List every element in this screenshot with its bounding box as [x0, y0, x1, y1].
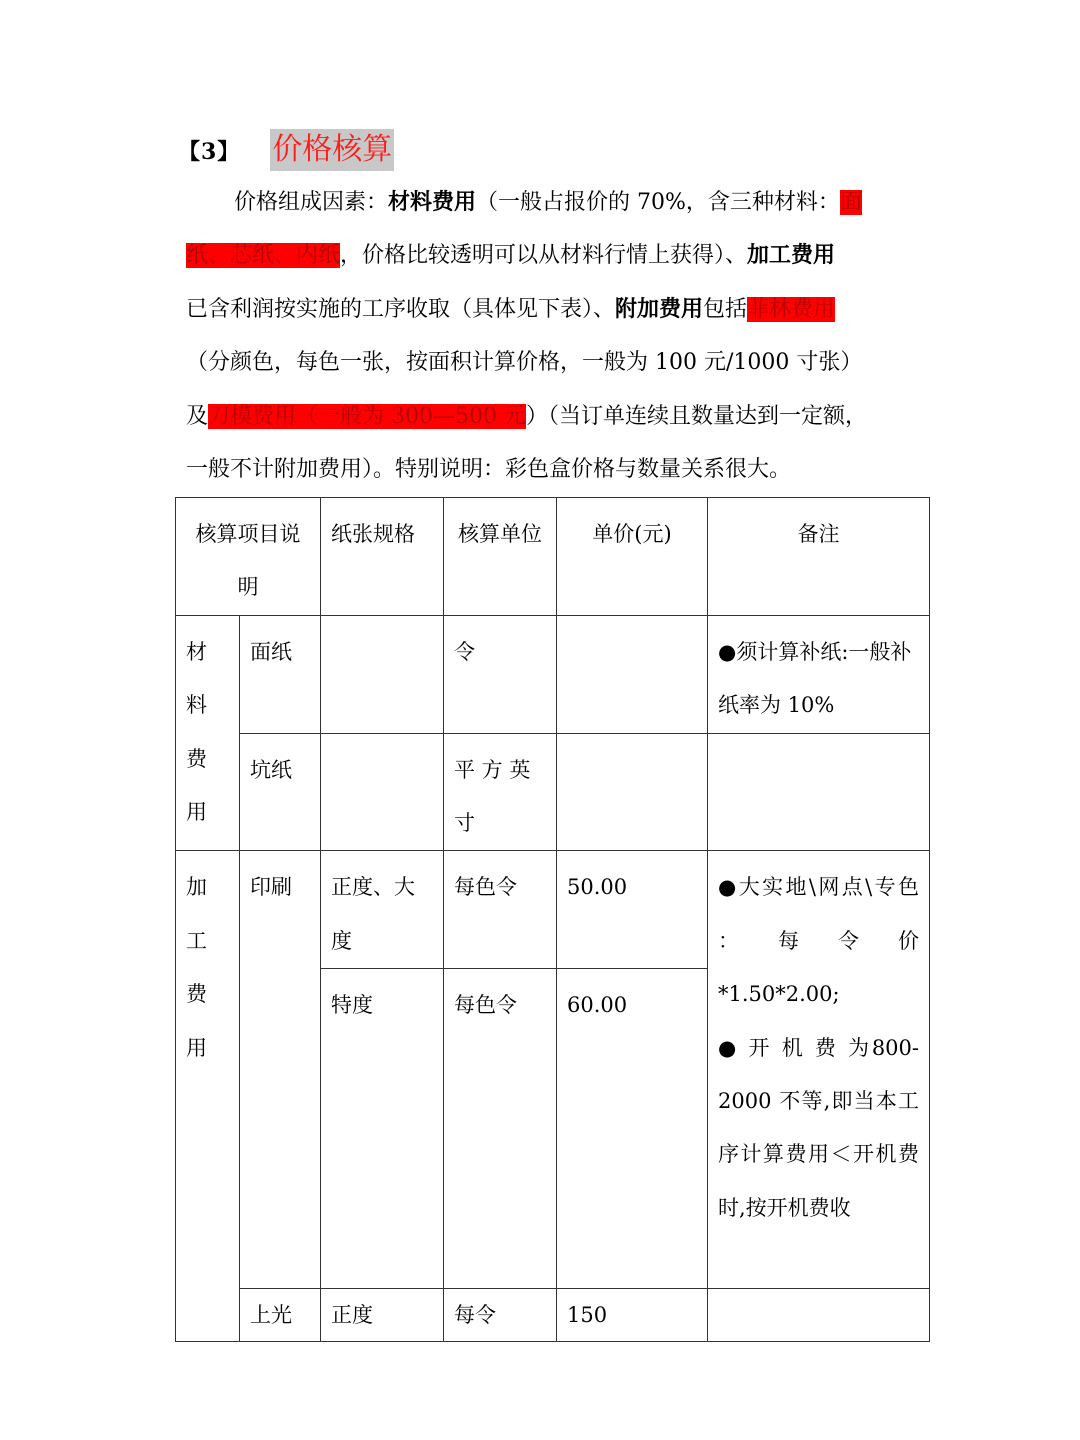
table-row: [176, 733, 930, 851]
cell-price: [557, 615, 708, 733]
bold-text: 附加费用: [615, 295, 704, 322]
group-material: [176, 615, 240, 851]
text: 及: [186, 403, 209, 429]
text: 价格组成因素：: [234, 190, 389, 215]
text: ）（当订单连续且数量达到一定额，: [526, 403, 868, 429]
note-text: ●大实地\网点\专色 ： 每 令 价*1.50*2.00;: [718, 875, 919, 1007]
cell-price: 60.00: [557, 969, 708, 1289]
bold-text: 加工费用: [747, 242, 836, 269]
header-note: 备注: [708, 498, 930, 616]
group-label: 加工费用: [186, 875, 207, 1060]
text: 包括: [703, 296, 748, 322]
cell-spec: 正度、大度: [321, 851, 444, 969]
table-header-row: [176, 498, 930, 616]
header-price: 单价(元): [557, 498, 708, 616]
paragraph-line-3: [186, 283, 898, 336]
cell-price: [557, 733, 708, 851]
cell-price: 150: [557, 1289, 708, 1342]
highlight-text: 面: [839, 190, 862, 215]
bold-text: 材料费用: [388, 189, 477, 215]
paragraph-line-4: （分颜色，每色一张，按面积计算价格，一般为 100 元/1000 寸张）: [186, 350, 863, 376]
header-unit: 核算单位: [444, 498, 557, 616]
section-title: 价格核算: [270, 129, 394, 171]
text: （一般占报价的 70%，含三种材料：: [476, 190, 840, 215]
section-number: 【3】: [178, 138, 241, 165]
paragraph-line-1: [186, 176, 898, 229]
cell-note: [708, 733, 930, 851]
table-row: [176, 615, 930, 733]
section-heading: [178, 128, 394, 172]
cell-unit: 令: [444, 615, 557, 733]
cell-unit: 每色令: [444, 851, 557, 969]
text: 已含利润按实施的工序收取（具体见下表）、: [186, 296, 616, 322]
highlight-text: 菲林费用: [747, 296, 836, 322]
cell-unit: 每令: [444, 1289, 557, 1342]
cell-note: ●须计算补纸:一般补纸率为 10%: [708, 615, 930, 733]
highlight-text: 刀模费用（一般为 300—500 元: [208, 403, 526, 429]
cell-item: 坑纸: [240, 733, 321, 851]
cell-unit: 每色令: [444, 969, 557, 1289]
cell-item-print: 印刷: [240, 851, 321, 1289]
cell-item: 上光: [240, 1289, 321, 1342]
price-composition-paragraph: [186, 176, 898, 496]
group-label: 材料费用: [186, 639, 207, 825]
cell-spec: 特度: [321, 969, 444, 1289]
note-text: ● 开 机 费 为800-2000 不等,即当本工序计算费用＜开机费时,按开机费收: [718, 1035, 919, 1220]
header-spec: 纸张规格: [321, 498, 444, 616]
text: ，价格比较透明可以从材料行情上获得）、: [340, 243, 748, 269]
cell-price: 50.00: [557, 851, 708, 969]
cell-unit: 平 方 英 寸: [444, 733, 557, 851]
cell-spec: [321, 733, 444, 851]
cell-spec: 正度: [321, 1289, 444, 1342]
cell-note: [708, 1289, 930, 1342]
paragraph-line-5: [186, 390, 898, 443]
header-item: 核算项目说明: [176, 498, 321, 616]
table-row: [176, 851, 930, 969]
highlight-text: 纸、芯纸、内纸: [186, 243, 341, 269]
price-table: [175, 497, 930, 1342]
table-row: [176, 1289, 930, 1342]
cell-spec: [321, 615, 444, 733]
cell-note-print: [708, 851, 930, 1289]
paragraph-line-2: [186, 229, 898, 282]
cell-item: 面纸: [240, 615, 321, 733]
paragraph-line-6: 一般不计附加费用）。特别说明：彩色盒价格与数量关系很大。: [186, 456, 792, 482]
group-processing: [176, 851, 240, 1342]
